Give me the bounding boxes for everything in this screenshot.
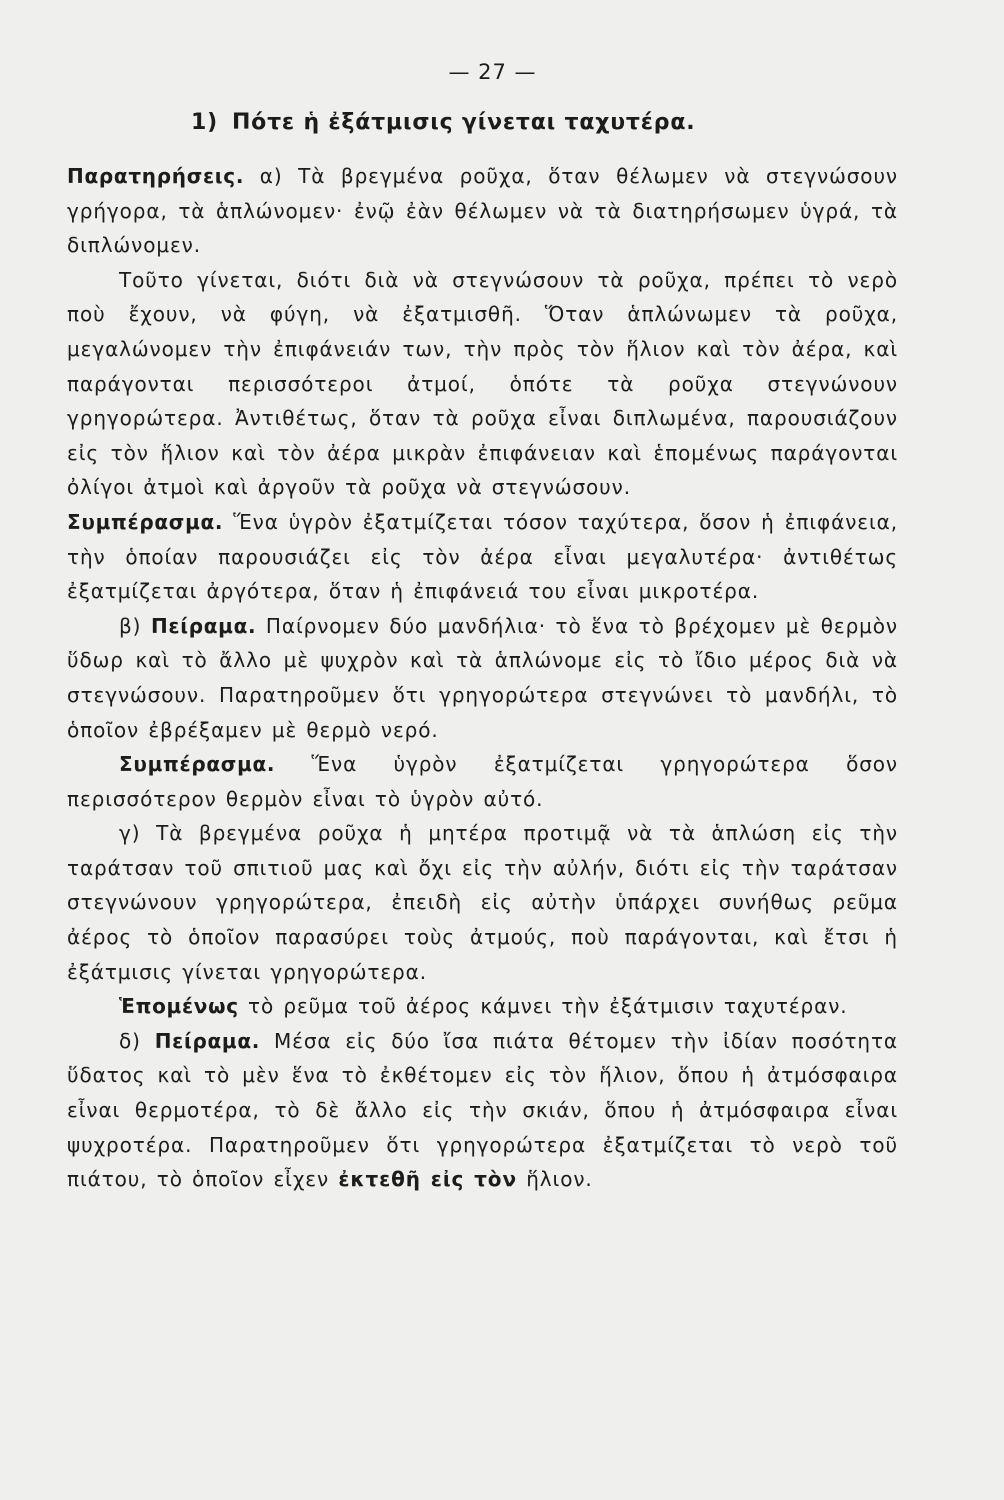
paragraph-lead: Παρατηρήσεις.: [67, 164, 245, 188]
paragraph-text: Παίρνομεν δύο μανδήλια· τὸ ἕνα τὸ βρέχομεν μὲ θερμὸν ὕδωρ καὶ τὸ ἄλλο μὲ ψυχρὸν καὶ τὰ ἁπλώνομε εἰς τὸ ἴδιο μέρος διὰ νὰ στεγνώσουν. Παρατηροῦμεν ὅτι γρηγορώτερα στεγνώνει τὸ μανδήλι, τὸ ὁποῖον ἐβρέξαμεν μὲ θερμὸ νερό.: [67, 613, 899, 742]
paragraph-conclusion-surface: [67, 505, 898, 609]
section-title: Πότε ἡ ἐξάτμισις γίνεται ταχυτέρα.: [231, 110, 696, 135]
section-number: 1): [191, 110, 218, 135]
paragraph-emphasis: ἐκτεθῆ εἰς τὸν: [338, 1167, 517, 1192]
paragraph-text: Ἕνα ὑγρὸν ἐξατμίζεται γρηγορώτερα ὅσον περισσότερον θερμὸν εἶναι τὸ ὑγρὸν αὐτό.: [67, 752, 898, 811]
paragraph-text: τὸ ρεῦμα τοῦ ἀέρος κάμνει τὴν ἐξάτμισιν ταχυτέραν.: [238, 994, 848, 1019]
paragraph-observation-c: [67, 816, 898, 989]
paragraph-text: Τοῦτο γίνεται, διότι διὰ νὰ στεγνώσουν τὰ ροῦχα, πρέπει τὸ νερὸ ποὺ ἔχουν, νὰ φύγη, νὰ ἐξατμισθῆ. Ὅταν ἁπλώνωμεν τὰ ροῦχα, μεγαλώνομεν τὴν ἐπιφάνειάν των, τὴν πρὸς τὸν ἥλιον καὶ τὸν ἀέρα, καὶ παράγονται περισσότεροι ἀτμοί, ὁπότε τὰ ροῦχα στεγνώνουν γρηγορώτερα. Ἀντιθέτως, ὅταν τὰ ροῦχα εἶναι διπλωμένα, παρουσιάζουν εἰς τὸν ἥλιον καὶ τὸν ἀέρα μικρὰν ἐπιφάνειαν καὶ ἑπομένως παράγονται ὀλίγοι ἀτμοὶ καὶ ἀργοῦν τὰ ροῦχα νὰ στεγνώσουν.: [67, 267, 898, 500]
paragraph-prefix: δ): [119, 1028, 155, 1053]
page-number: — 27 —: [448, 60, 537, 84]
paragraph-experiment-b: [67, 609, 898, 747]
paragraph-explanation: [67, 263, 898, 505]
paragraph-text: γ) Τὰ βρεγμένα ροῦχα ἡ μητέρα προτιμᾷ νὰ τὰ ἁπλώση εἰς τὴν ταράτσαν τοῦ σπιτιοῦ μας καὶ ὄχι εἰς τὴν αὐλήν, διότι εἰς τὴν ταράτσαν στεγνώνουν γρηγορώτερα, ἐπειδὴ εἰς αὐτὴν ὑπάρχει συνήθως ρεῦμα ἀέρος τὸ ὁποῖον παρασύρει τοὺς ἀτμούς, ποὺ παράγονται, καὶ ἔτσι ἡ ἐξάτμισις γίνεται γρηγορώτερα.: [67, 821, 898, 984]
paragraph-text: Μέσα εἰς δύο ἴσα πιάτα θέτομεν τὴν ἰδίαν ποσότητα ὕδατος καὶ τὸ μὲν ἕνα τὸ ἐκθέτομεν εἰς τὸν ἥλιον, ὅπου ἡ ἀτμόσφαιρα εἶναι θερμοτέρα, τὸ δὲ ἄλλο εἰς τὴν σκιάν, ὅπου ἡ ἀτμόσφαιρα εἶναι ψυχροτέρα. Παρατηροῦμεν ὅτι γρηγορώτερα ἐξατμίζεται τὸ νερὸ τοῦ πιάτου, τὸ ὁποῖον εἶχεν: [67, 1028, 898, 1192]
paragraph-prefix: β): [119, 613, 151, 638]
paragraph-text: α) Τὰ βρεγμένα ροῦχα, ὅταν θέλωμεν νὰ στεγνώσουν γρήγορα, τὰ ἁπλώνομεν· ἐνῷ ἐὰν θέλωμεν νὰ τὰ διατηρήσωμεν ὑγρά, τὰ διπλώνομεν.: [67, 164, 898, 258]
paragraph-consequently: [67, 989, 898, 1024]
paragraph-lead: Πείραμα.: [150, 613, 257, 638]
paragraph-observations: [67, 159, 898, 263]
paragraph-end: ἥλιον.: [516, 1167, 593, 1192]
section-heading: [67, 110, 898, 135]
paragraph-text: Ἕνα ὑγρὸν ἐξατμίζεται τόσον ταχύτερα, ὅσον ἡ ἐπιφάνεια, τὴν ὁποίαν παρουσιάζει εἰς τὸν ἀέρα εἶναι μεγαλυτέρα· ἀντιθέτως ἐξατμίζεται ἀργότερα, ὅταν ἡ ἐπιφάνειά του εἶναι μικροτέρα.: [67, 509, 898, 604]
paragraph-experiment-d: [67, 1024, 898, 1197]
paragraph-lead: Πείραμα.: [154, 1028, 261, 1053]
paragraph-lead: Ἑπομένως: [119, 994, 239, 1019]
paragraph-conclusion-heat: [67, 747, 898, 816]
paragraph-lead: Συμπέρασμα.: [67, 509, 224, 534]
paragraph-lead: Συμπέρασμα.: [119, 752, 276, 777]
